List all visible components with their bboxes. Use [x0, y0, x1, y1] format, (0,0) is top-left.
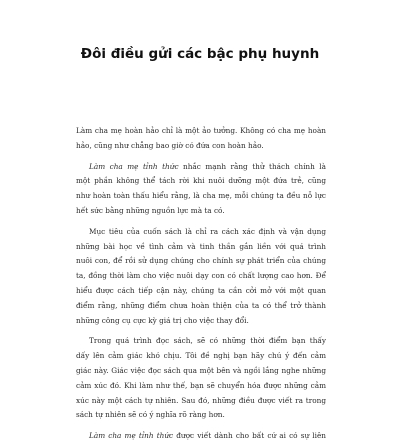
body-text [76, 124, 326, 441]
italic-title: Làm cha mẹ tỉnh thức [89, 161, 179, 171]
text-line: những bài học về tình cảm và tinh thần gắn liền với quá trình [76, 241, 326, 251]
text-line: Trong quá trình đọc sách, sẽ có những thời điểm bạn thấy [89, 336, 326, 346]
text-line: những công cụ cực kỳ giá trị cho việc thay đổi. [76, 315, 249, 325]
text-line: như hoàn toàn thấu hiểu rằng, là cha mẹ, mỗi chúng ta đều nỗ lực [76, 191, 326, 201]
text-line: Làm cha mẹ hoàn hảo chỉ là một ảo tưởng. Không có cha mẹ hoàn [76, 126, 326, 135]
paragraph-2 [76, 160, 326, 219]
paragraph-5 [76, 429, 326, 444]
text-line: hảo, cũng như chẳng bao giờ có đứa con hoàn hảo. [76, 140, 264, 150]
text-line: một phần không thể tách rời khi nuôi dưỡng một đứa trẻ, cũng [76, 176, 326, 186]
text-segment: nhắc mạnh rằng thử thách chính là [178, 161, 326, 171]
text-line: hết sức bằng những nguồn lực mà ta có. [76, 205, 225, 215]
text-line: cảm xúc đó. Khi làm như thế, bạn sẽ chuyển hóa được những cảm [76, 380, 326, 390]
page-title: Đôi điều gửi các bậc phụ huynh [80, 46, 320, 62]
text-line: sách tự nhiên sẽ có ý nghĩa rõ ràng hơn. [76, 410, 225, 420]
text-line [76, 160, 326, 175]
paragraph-4 [76, 334, 326, 423]
text-line: nuôi con, để rồi sử dụng chúng cho chính sự phát triển của chúng [76, 256, 326, 266]
paragraph-1 [76, 124, 326, 154]
paragraph-3 [76, 225, 326, 329]
text-line: ta, đồng thời làm cho việc nuôi dạy con có chất lượng cao hơn. Để [76, 271, 326, 281]
text-segment: được viết dành cho bất cứ ai có sự liên [173, 431, 326, 441]
text-line: điểm rằng, những điểm chưa hoàn thiện của ta có thể trở thành [76, 300, 326, 310]
text-line [76, 429, 326, 444]
text-line: dấy lên cảm giác khó chịu. Tôi đề nghị bạn hãy chú ý đến cảm [76, 351, 326, 361]
text-line: Mục tiêu của cuốn sách là chỉ ra cách xác định và vận dụng [89, 226, 326, 236]
text-line: hiểu được cách tiếp cận này, chúng ta cần cởi mở với một quan [76, 285, 326, 295]
italic-title: Làm cha mẹ tỉnh thức [89, 431, 174, 441]
text-line: giác này. Giác việc đọc sách qua một bên và ngồi lắng nghe những [76, 365, 326, 375]
text-line: xúc này một cách tự nhiên. Sau đó, những điều được viết ra trong [76, 395, 326, 405]
